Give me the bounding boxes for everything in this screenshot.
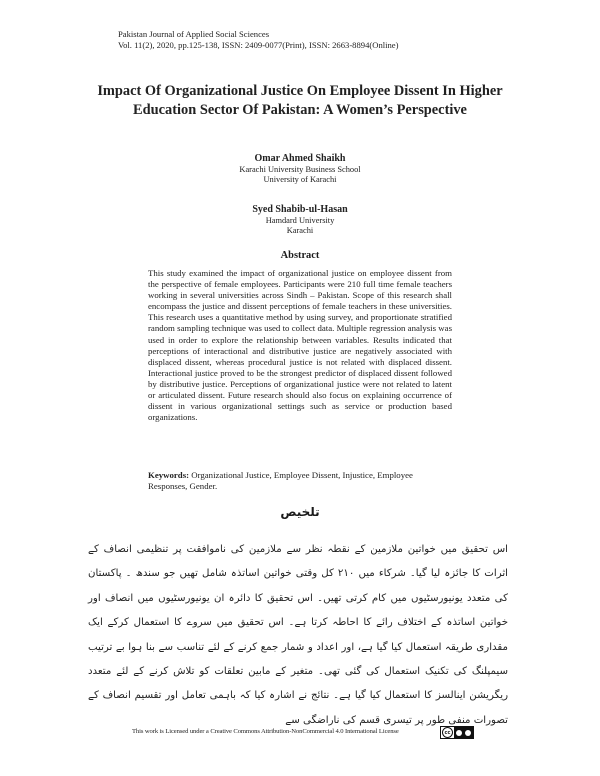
author-institution: Karachi	[286, 226, 314, 236]
author-affiliation: Hamdard University	[265, 216, 335, 225]
author-institution: University of Karachi	[263, 175, 337, 185]
license-footer	[132, 726, 472, 740]
keywords-text: Organizational Justice, Employee Dissent, Injustice, Employee Responses, Gender.	[148, 470, 413, 492]
license-prefix: This work is Licensed under a	[132, 728, 211, 735]
abstract-heading: Abstract	[280, 250, 320, 261]
urdu-abstract-body: اس تحقیق میں خواتین ملازمین کے نقطہ نظر سے ملازمین کی ناموافقت پر تنظیمی انصاف کے اثرات کا جائزہ لیا گیا۔ شرکاء میں ۲۱۰ کل وقتی خواتین اساتذہ شامل تھیں جو سندھ ۔ پاکستان کی متعدد یونیورسٹیوں میں کام کرتی تھیں۔ اس تحقیق کا دائرہ ان یونیورسٹیوں میں انصاف اور خواتین اساتذہ کے اختلاف رائے کا احاطہ کرتا ہے۔ اس تحقیق میں سروے کا استعمال کرکے ایک مقداری طریقہ استعمال کیا گیا ہے، اور اعداد و شمار جمع کرنے کے لئے تناسب سے بنا ہوا بے ترتیب سیمپلنگ کی تکنیک استعمال کی گئی تھی۔ متغیر کے مابین تعلقات کو تلاش کرنے کے لئے متعدد ریگریشن اینالسز کا استعمال کیا گیا ہے۔ نتائج نے اشارہ کیا کہ باہمی تعامل اور تقسیم انصاف کے تصورات منفی طور پر تیسری قسم کی ناراضگی سے	[88, 544, 509, 726]
noncommercial-icon	[465, 730, 471, 736]
cc-circle-icon: cc	[442, 727, 453, 738]
paper-title: Impact Of Organizational Justice On Employee Dissent In Higher Education Sector Of Pakistan: A Women’s Perspective	[97, 83, 503, 118]
license-text	[132, 727, 399, 737]
attribution-icon	[456, 730, 462, 736]
journal-citation: Vol. 11(2), 2020, pp.125-138, ISSN: 2409-0077(Print), ISSN: 2663-8894(Online)	[118, 40, 399, 50]
author-block	[150, 152, 450, 186]
author-name: Syed Shabib-ul-Hasan	[252, 204, 348, 215]
license-link[interactable]: Creative Commons Attribution-NonCommercial 4.0 International License	[210, 728, 399, 735]
author-block	[150, 203, 450, 237]
keywords-label: Keywords:	[148, 470, 190, 480]
author-name: Omar Ahmed Shaikh	[254, 153, 346, 164]
urdu-abstract-heading: تلخیص	[280, 505, 320, 519]
cc-by-nc-icon[interactable]	[440, 726, 474, 739]
keywords	[148, 470, 452, 492]
journal-name: Pakistan Journal of Applied Social Sciences	[118, 29, 270, 39]
journal-header	[118, 29, 538, 51]
abstract-body: This study examined the impact of organizational justice on employee dissent from the perspective of female employees. Participants were 210 full time female teachers working in several universities across Sindh – Pakistan. Scope of this research shall encompass the justice and dissent perceptions of female teachers in these universities. This research uses a quantitative method by using survey, and proportionate stratified random sampling technique was used to collect data. Multiple regression analysis was used in order to explore the relationship between variables. Results indicated that perceptions of interactional and distributive justice are negatively associated with displaced dissent, whereas procedural justice is not related with displaced dissent. Interactional justice proved to be the strongest predictor of displaced dissent followed by distributive justice. Perceptions of organizational justice were not related to latent or articulated dissent. Future research should also focus on explaining occurrence of dissent in various organizational settings such as service or production based organizations.	[148, 268, 452, 423]
cc-terms-icon	[454, 727, 473, 738]
author-affiliation: Karachi University Business School	[239, 165, 361, 174]
